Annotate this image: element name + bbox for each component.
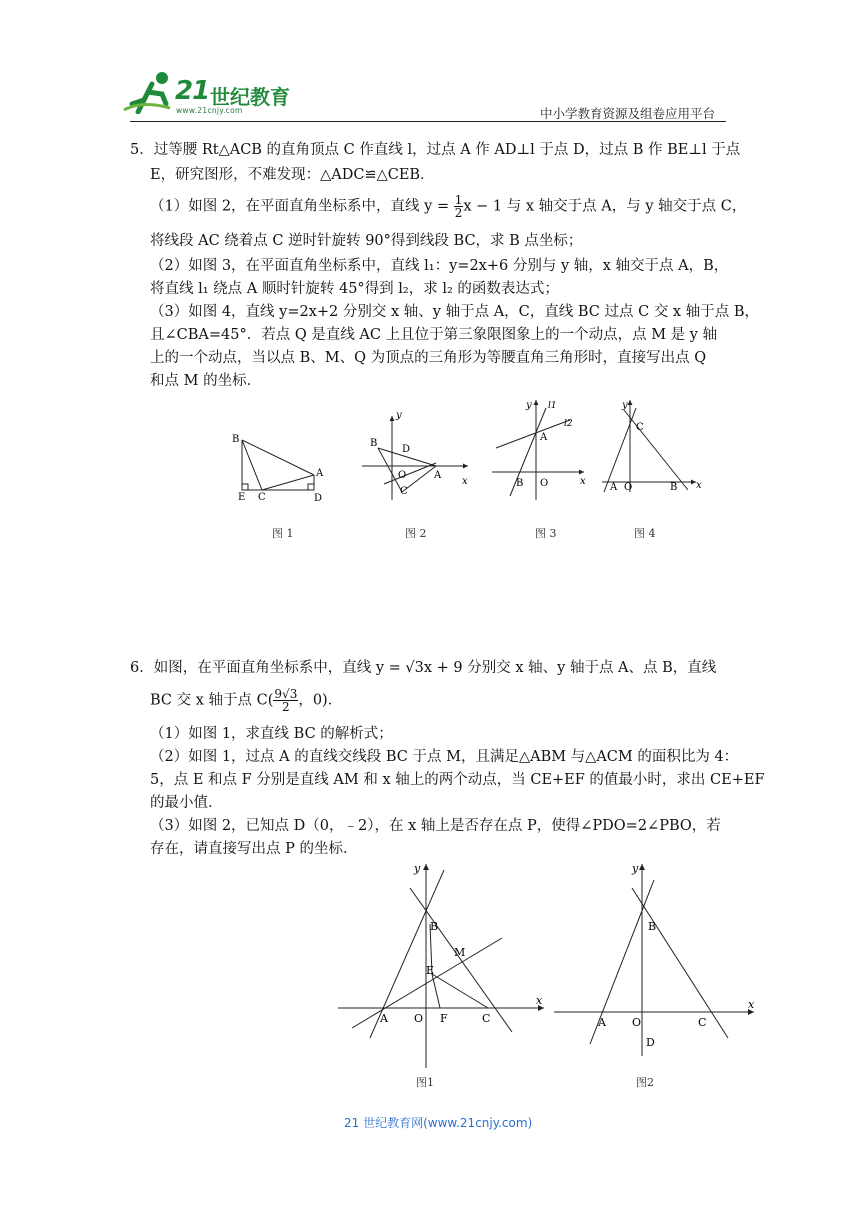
q5-part1-eq-left: y =	[424, 198, 454, 215]
fig1-label-E: E	[238, 492, 246, 502]
q5-line1: 5．过等腰 Rt△ACB 的直角顶点 C 作直线 l，过点 A 作 AD⊥l 于点 D，过点 B 作 BE⊥l 于点	[130, 142, 741, 158]
q6fig1-label-y: y	[414, 862, 421, 875]
q5-part1-fraction	[454, 194, 464, 219]
q5-part1-text-a: （1）如图 2，在平面直角坐标系中，直线	[150, 198, 425, 215]
fig3-label-A: A	[540, 432, 548, 443]
q6-part2-line2: 5，点 E 和点 F 分别是直线 AM 和 x 轴上的两个动点，当 CE+EF 的值最小时，求出 CE+EF	[150, 772, 765, 788]
fig1-label-B: B	[232, 434, 240, 445]
q6-figure-2	[552, 860, 762, 1060]
fig3-label-x: x	[580, 476, 586, 487]
fig4-label-B: B	[670, 482, 678, 493]
q5-fig1-caption: 图 1	[272, 527, 294, 540]
q5-part3-line4: 和点 M 的坐标．	[150, 373, 262, 389]
q6-part2-line1: （2）如图 1，过点 A 的直线交线段 BC 于点 M，且满足△ABM 与△ACM 的面积比为 4：	[150, 749, 739, 765]
q5-figure-3	[490, 396, 590, 502]
fig3-label-B: B	[516, 478, 524, 489]
q5-part2-line1: （2）如图 3，在平面直角坐标系中，直线 l₁：y=2x+6 分别与 y 轴，x 轴交于点 A，B，	[150, 258, 729, 274]
fig4-label-x: x	[696, 480, 702, 491]
q6fig2-label-D: D	[646, 1036, 655, 1049]
q5-figure-1	[228, 428, 328, 502]
header-rule	[130, 121, 726, 122]
q6fig1-label-B: B	[430, 920, 439, 933]
q6fig2-label-B: B	[648, 920, 657, 933]
fraction-numerator: 9√3	[274, 687, 298, 701]
q5-line2: E，研究图形，不难发现：△ADC≌△CEB．	[150, 167, 435, 183]
q6-figure-1	[336, 860, 548, 1072]
q5-fig4-caption: 图 4	[634, 527, 656, 540]
fig4-label-C: C	[636, 422, 644, 433]
fig1-label-A: A	[316, 468, 324, 479]
fig3-label-l2: l2	[564, 419, 573, 429]
q6-part2-line3: 的最小值．	[150, 795, 223, 811]
logo-text: 世纪教育	[210, 85, 290, 109]
fig1-label-D: D	[314, 493, 323, 502]
q5-part3-line1: （3）如图 4，直线 y=2x+2 分别交 x 轴、y 轴于点 A，C，直线 BC 过点 C 交 x 轴于点 B，	[150, 304, 759, 320]
q6-part3-line1: （3）如图 2，已知点 D（0，﹣2），在 x 轴上是否存在点 P，使得∠PDO=2∠PBO，若	[150, 818, 721, 834]
q6fig2-label-C: C	[698, 1016, 707, 1029]
q6-line1	[130, 656, 716, 681]
q5-part1-text-b: 与 x 轴交于点 A，与 y 轴交于点 C，	[502, 198, 747, 215]
q5-part1-line2: 将线段 AC 绕着点 C 逆时针旋转 90°得到线段 BC，求 B 点坐标；	[150, 233, 583, 249]
q5-part3-line3: 上的一个动点，当以点 B、M、Q 为顶点的三角形为等腰直角三角形时，直接写出点 Q	[150, 350, 707, 366]
q6-part3-line2: 存在，请直接写出点 P 的坐标．	[150, 841, 358, 857]
q6fig1-label-x: x	[536, 994, 543, 1007]
fig4-label-O: O	[624, 482, 633, 493]
runner-logo-icon	[122, 70, 182, 114]
q6fig2-label-x: x	[748, 998, 755, 1011]
fraction-numerator: 1	[454, 193, 463, 207]
q6-line2-text-d: ，0)．	[298, 692, 343, 709]
q5-fig3-caption: 图 3	[535, 527, 557, 540]
fig4-label-A: A	[610, 482, 618, 493]
q5-figure-2	[360, 404, 480, 504]
fig3-label-l1: l1	[548, 401, 557, 411]
q6fig1-label-C: C	[482, 1012, 491, 1025]
q5-part2-line2: 将直线 l₁ 绕点 A 顺时针旋转 45°得到 l₂，求 l₂ 的函数表达式；	[150, 281, 559, 297]
q5-fig2-caption: 图 2	[405, 527, 427, 540]
logo-number: 21	[175, 76, 210, 106]
fig2-label-A: A	[434, 470, 442, 481]
q6-line2-point-c: C(	[256, 692, 274, 709]
fig2-label-x: x	[462, 476, 468, 487]
fraction-denominator: 2	[454, 206, 463, 220]
q5-part1-line1	[150, 194, 746, 220]
q6-line2-fraction	[273, 688, 298, 713]
q6fig1-label-A: A	[380, 1012, 388, 1025]
q6-line1-text-b: 分别交 x 轴、y 轴于点 A、点 B，直线	[462, 660, 717, 676]
q6fig1-label-E: E	[426, 964, 435, 977]
q6fig2-label-y: y	[632, 862, 639, 875]
q6fig1-label-O: O	[414, 1012, 424, 1025]
q6-fig1-caption: 图1	[416, 1076, 434, 1089]
q6-line1-text-a: 6．如图，在平面直角坐标系中，直线	[130, 660, 376, 676]
q6fig1-label-F: F	[440, 1012, 448, 1025]
q6-part1: （1）如图 1，求直线 BC 的解析式；	[150, 726, 393, 742]
fraction-denominator: 2	[282, 700, 290, 714]
q5-part1-eq-right: x − 1	[463, 198, 503, 215]
fig2-label-B: B	[370, 438, 378, 449]
fig1-label-C: C	[258, 492, 266, 502]
footer-link[interactable]: 21 世纪教育网(www.21cnjy.com)	[344, 1116, 533, 1130]
q5-figure-4	[600, 396, 704, 496]
q6fig1-label-M: M	[454, 946, 466, 959]
fig2-label-y: y	[396, 410, 402, 421]
header-platform-text: 中小学教育资源及组卷应用平台	[540, 106, 716, 121]
q6-fig2-caption: 图2	[636, 1076, 654, 1089]
fig3-label-O: O	[540, 478, 549, 489]
fig2-label-O: O	[398, 470, 407, 481]
q6fig2-label-O: O	[632, 1016, 642, 1029]
q6-line1-equation: y = √3x + 9	[375, 660, 463, 676]
fig2-label-D: D	[402, 444, 411, 455]
q6fig2-label-A: A	[598, 1016, 606, 1029]
header	[0, 0, 860, 125]
q6-line2-text-a: BC 交 x 轴于点	[150, 692, 257, 709]
logo-url: www.21cnjy.com	[176, 106, 243, 115]
q6-line2	[150, 688, 342, 714]
fig2-label-C: C	[400, 486, 408, 497]
fig3-label-y: y	[526, 400, 532, 411]
fig4-label-y: y	[622, 400, 628, 411]
q5-part3-line2: 且∠CBA=45°．若点 Q 是直线 AC 上且位于第三象限图象上的一个动点，点 M 是 y 轴	[150, 327, 718, 343]
